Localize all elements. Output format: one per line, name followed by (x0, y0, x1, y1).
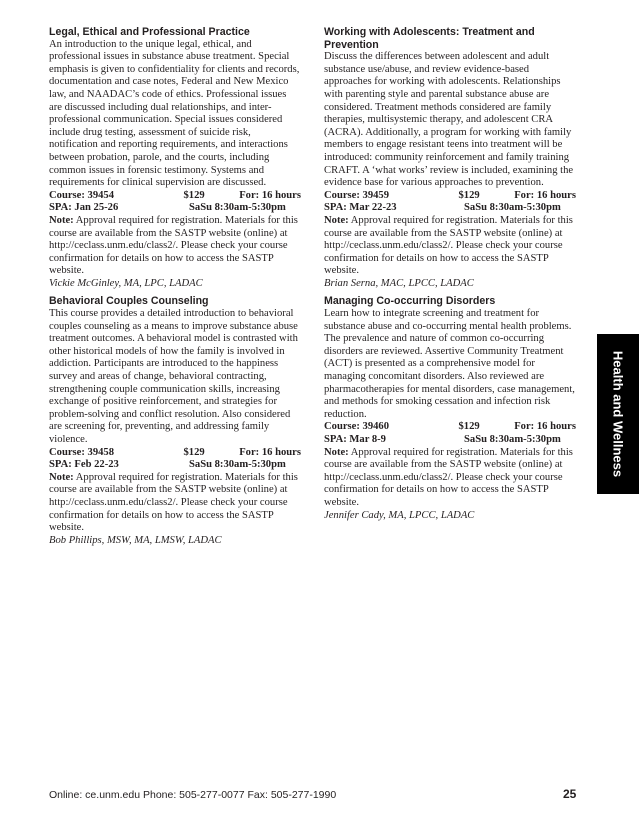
note-text: Approval required for registration. Materials for this course are available from the SASTP website (online) at http://ceclass.unm.edu/class2/. Please check your course confirmation for details on how to access the SASTP website. (49, 471, 298, 534)
course-meta-row (49, 190, 301, 203)
course-note (324, 215, 576, 278)
course-block (324, 295, 576, 522)
course-time: SaSu 8:30am-5:30pm (464, 202, 561, 214)
course-number: Course: 39459 (324, 189, 390, 201)
course-dates: SPA: Jan 25-26 (49, 202, 119, 214)
course-instructor: Brian Serna, MAC, LPCC, LADAC (324, 277, 474, 289)
note-label: Note: (49, 471, 74, 483)
course-price: $129 (183, 189, 205, 201)
section-tab-label: Health and Wellness (610, 350, 626, 478)
course-instructor: Bob Phillips, MSW, MA, LMSW, LADAC (49, 534, 222, 546)
course-schedule-row (49, 202, 301, 215)
note-label: Note: (324, 214, 349, 226)
course-note (49, 472, 301, 535)
course-dates: SPA: Mar 8-9 (324, 434, 386, 445)
course-schedule-row (49, 459, 301, 472)
course-dates: SPA: Feb 22-23 (49, 459, 119, 471)
course-hours: For: 16 hours (514, 421, 576, 433)
course-description: Discuss the differences between adolescent and adult substance use/abuse, and review evidence-based approaches for working with adolescents. Relationships with parenting style and parental substance abuse are considered. Treatment methods considered are family therapies, multisystemic therapy, and adolescent CRA (ACRA). Additionally, a program for working with family members to engage resistant teens into treatment will be introduced: community reinforcement and family training CRAFT. A ‘what works’ review is included, examining the evidence base for various approaches to prevention. (324, 51, 574, 189)
course-title: Legal, Ethical and Professional Practice (49, 26, 250, 38)
course-block (49, 295, 301, 547)
course-title: Managing Co-occurring Disorders (324, 295, 496, 308)
course-time: SaSu 8:30am-5:30pm (464, 434, 561, 445)
left-column (49, 26, 301, 552)
course-number: Course: 39454 (49, 189, 115, 201)
course-meta-row (49, 447, 301, 460)
course-hours: For: 16 hours (239, 189, 301, 201)
note-text: Approval required for registration. Materials for this course are available from the SASTP website (online) at http://ceclass.unm.edu/class2/. Please check your course confirmation for details on how to access the SASTP website. (324, 214, 573, 277)
right-column (324, 26, 576, 527)
course-schedule-row (324, 202, 576, 215)
course-number: Course: 39460 (324, 421, 390, 433)
note-label: Note: (324, 446, 349, 458)
course-description: This course provides a detailed introduction to behavioral couples counseling as a means to improve substance abuse treatment outcomes. A behavioral model is contrasted with other historical models of how the family is involved in addiction. Participants are introduced to the happiness survey and areas of change, behavioral contracting, strengthening couple communication skills, increasing exchange of positive reinforcement, and strategies for problem-solving and conflict resolution. Also considered are screening for, preventing, and addressing family violence. (49, 308, 298, 445)
footer-contact: Online: ce.unm.edu Phone: 505-277-0077 Fax: 505-277-1990 (49, 789, 337, 801)
course-time: SaSu 8:30am-5:30pm (189, 459, 286, 471)
course-schedule-row (324, 434, 576, 447)
page-number: 25 (563, 787, 577, 801)
course-price: $129 (183, 446, 205, 458)
course-instructor: Jennifer Cady, MA, LPCC, LADAC (324, 509, 475, 521)
note-label: Note: (49, 214, 74, 226)
course-instructor: Vickie McGinley, MA, LPC, LADAC (49, 277, 203, 289)
section-tab (597, 334, 639, 494)
course-meta-row (324, 421, 576, 434)
course-meta-row (324, 190, 576, 203)
course-block (49, 26, 301, 290)
course-note (49, 215, 301, 278)
course-hours: For: 16 hours (239, 446, 301, 458)
course-description: An introduction to the unique legal, ethical, and professional issues in substance abuse treatment. Special emphasis is given to confidentiality for clients and records, documentation and case notes, Federal and New Mexico law, and NAADAC’s code of ethics. Professional issues are discussed including dual relationships, and inter-professional communication. Special issues considered include drug testing, assessment of suicide risk, notification and reporting requirements, and interactions between probation, parole, and the courts, including common issues in forensic testimony. Systems and requirements for clinical supervision are discussed. (49, 38, 300, 189)
course-price: $129 (458, 421, 480, 433)
course-title: Behavioral Couples Counseling (49, 295, 209, 308)
course-price: $129 (458, 189, 480, 201)
course-hours: For: 16 hours (514, 189, 576, 201)
course-number: Course: 39458 (49, 446, 115, 458)
course-note (324, 447, 576, 510)
course-title: Working with Adolescents: Treatment and Prevention (324, 26, 535, 51)
note-text: Approval required for registration. Materials for this course are available from the SASTP website (online) at http://ceclass.unm.edu/class2/. Please check your course confirmation for details on how to access the SASTP website. (49, 214, 298, 277)
course-description: Learn how to integrate screening and treatment for substance abuse and co-occurring mental health problems. The prevalence and nature of common co-occurring disorders are reviewed. Assertive Community Treatment (ACT) is presented as a comprehensive model for managing concomitant disorders. Also reviewed are pharmacotherapies for mental disorders, case management, and methods for smoking cessation and infection risk reduction. (324, 308, 575, 420)
course-block (324, 26, 576, 290)
course-dates: SPA: Mar 22-23 (324, 202, 397, 214)
course-time: SaSu 8:30am-5:30pm (189, 202, 286, 214)
note-text: Approval required for registration. Materials for this course are available from the SASTP website (online) at http://ceclass.unm.edu/class2/. Please check your course confirmation for details on how to access the SASTP website. (324, 446, 573, 508)
